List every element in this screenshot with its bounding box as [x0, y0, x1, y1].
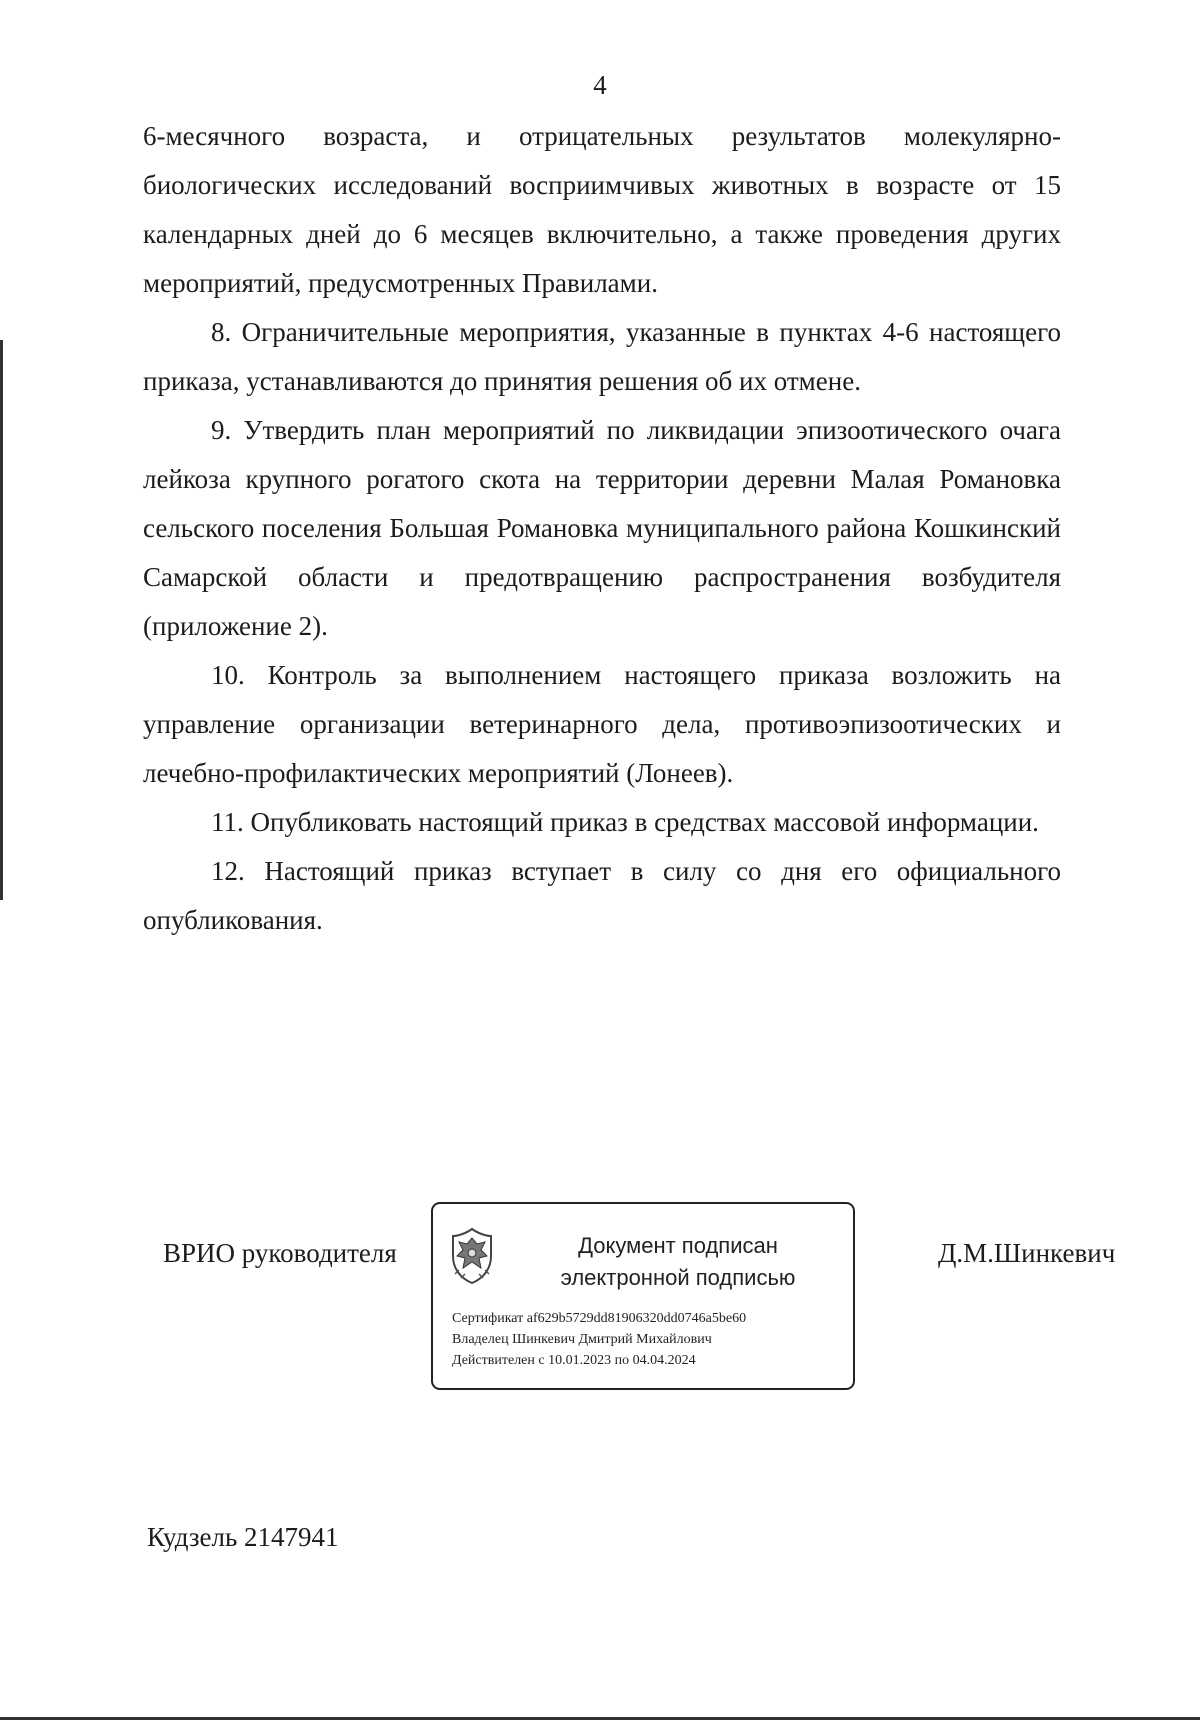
stamp-details: [452, 1308, 746, 1371]
signer-position: ВРИО руководителя: [163, 1238, 397, 1268]
scan-edge-left: [0, 340, 3, 900]
electronic-signature-stamp: [431, 1202, 855, 1390]
signer-name: Д.М.Шинкевич: [938, 1238, 1116, 1268]
executor-note: Кудзель 2147941: [147, 1522, 339, 1552]
paragraph-8: 8. Ограничительные мероприятия, указанные в пунктах 4-6 настоящего приказа, устанавливаются до принятия решения об их отмене.: [143, 317, 1061, 396]
paragraph-11: 11. Опубликовать настоящий приказ в средствах массовой информации.: [211, 807, 1039, 837]
paragraph-9: 9. Утвердить план мероприятий по ликвидации эпизоотического очага лейкоза крупного рогатого скота на территории деревни Малая Романовка сельского поселения Большая Романовка муниципального района Кошкинский Самарской области и предотвращению распространения возбудителя (приложение 2).: [143, 415, 1061, 641]
stamp-owner: Владелец Шинкевич Дмитрий Михайлович: [452, 1332, 712, 1347]
stamp-title-line1: Документ подписан: [578, 1233, 778, 1258]
page-number: 4: [593, 70, 607, 100]
paragraph-10: 10. Контроль за выполнением настоящего приказа возложить на управление организации ветеринарного дела, противоэпизоотических и лечебно-профилактических мероприятий (Лонеев).: [143, 660, 1061, 788]
stamp-certificate: Сертификат af629b5729dd81906320dd0746a5be60: [452, 1311, 747, 1326]
paragraph-12: 12. Настоящий приказ вступает в силу со дня его официального опубликования.: [143, 856, 1061, 935]
paragraph-continuation: 6-месячного возраста, и отрицательных результатов молекулярно-биологических исследований восприимчивых животных в возрасте от 15 календарных дней до 6 месяцев включительно, а также проведения других мероприятий, предусмотренных Правилами.: [143, 121, 1061, 298]
stamp-title-line2: электронной подписью: [560, 1265, 796, 1290]
stamp-validity: Действителен с 10.01.2023 по 04.04.2024: [452, 1353, 696, 1368]
coat-of-arms-icon: [447, 1226, 497, 1286]
document-body: [143, 112, 1061, 945]
signature-block: [0, 1202, 1200, 1392]
stamp-title: [523, 1230, 833, 1294]
